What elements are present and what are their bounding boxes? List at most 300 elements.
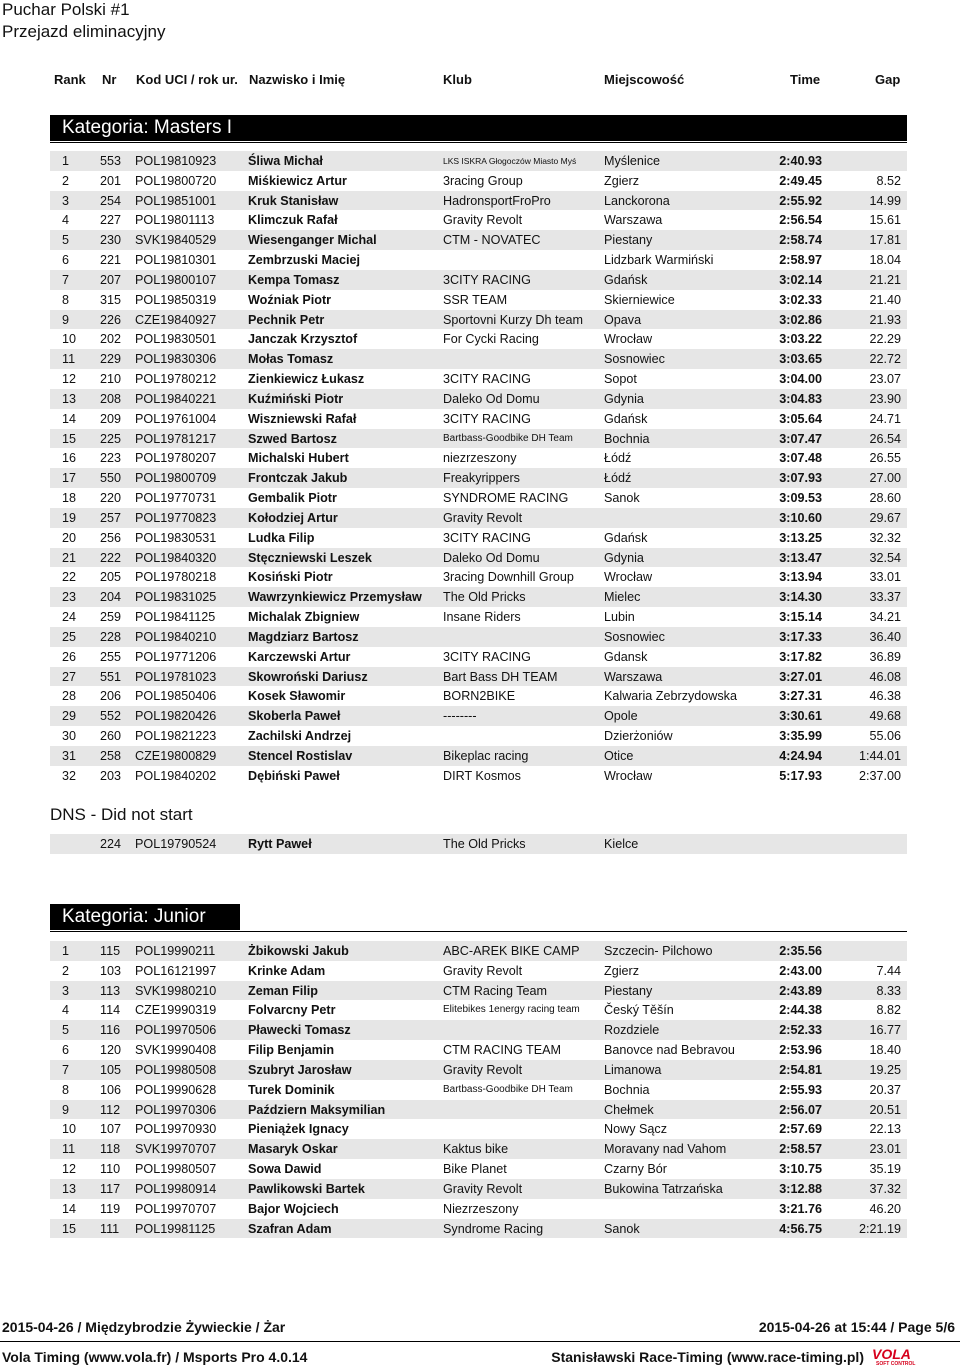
cell-name: Karczewski Artur <box>248 649 351 664</box>
svg-text:SOFT CONTROL: SOFT CONTROL <box>876 1361 916 1366</box>
cell-club: Bikeplac racing <box>443 748 529 763</box>
cell-uci: POL19830501 <box>135 332 217 347</box>
category-header-junior <box>50 904 240 930</box>
cell-nr: 204 <box>100 590 122 605</box>
cell-rank: 30 <box>62 729 77 744</box>
cell-gap: 18.40 <box>869 1043 901 1058</box>
table-row <box>50 1040 907 1060</box>
cell-name: Zembrzuski Maciej <box>248 253 360 268</box>
cell-nr: 202 <box>100 332 122 347</box>
cell-time: 3:02.86 <box>779 312 822 327</box>
cell-city: Chełmek <box>604 1102 654 1117</box>
cell-uci: SVK19840529 <box>135 233 217 248</box>
category-title: Kategoria: Masters I <box>62 117 233 138</box>
cell-nr: 208 <box>100 391 122 406</box>
table-row <box>50 587 907 607</box>
cell-club: BORN2BIKE <box>443 689 516 704</box>
cell-club: Elitebikes 1energy racing team <box>443 1004 580 1016</box>
cell-city: Opole <box>604 709 638 724</box>
cell-rank: 10 <box>62 1122 77 1137</box>
cell-nr: 257 <box>100 510 122 525</box>
cell-name: Pawlikowski Bartek <box>248 1181 365 1196</box>
cell-gap: 17.81 <box>869 233 901 248</box>
cell-city: Warszawa <box>604 669 663 684</box>
cell-uci: POL19761004 <box>135 411 217 426</box>
table-row <box>50 1199 907 1219</box>
cell-nr: 222 <box>100 550 122 565</box>
cell-rank: 27 <box>62 669 77 684</box>
cell-nr: 119 <box>100 1201 121 1216</box>
cell-nr: 551 <box>100 669 122 684</box>
cell-club: 3CITY RACING <box>443 272 531 287</box>
cell-nr: 552 <box>100 709 122 724</box>
cell-rank: 28 <box>62 689 77 704</box>
cell-rank: 7 <box>62 272 70 287</box>
cell-nr: 259 <box>100 610 122 625</box>
table-row <box>50 1219 907 1239</box>
table-row <box>50 1000 907 1020</box>
cell-uci: POL19810923 <box>135 154 217 168</box>
table-row <box>50 667 907 687</box>
cell-city: Limanowa <box>604 1062 662 1077</box>
cell-rank: 24 <box>62 610 77 625</box>
cell-name: Skoberla Paweł <box>248 709 341 724</box>
cell-uci: POL19851001 <box>135 193 217 208</box>
cell-name: Zachilski Andrzej <box>248 729 352 744</box>
table-row <box>50 508 907 528</box>
cell-rank: 17 <box>62 471 77 486</box>
cell-nr: 203 <box>100 768 122 783</box>
cell-name: Frontczak Jakub <box>248 471 348 486</box>
cell-nr: 315 <box>100 292 122 307</box>
cell-time: 3:13.47 <box>779 550 822 565</box>
cell-club: Bart Bass DH TEAM <box>443 669 558 684</box>
cell-name: Październ Maksymilian <box>248 1102 386 1117</box>
table-row <box>50 349 907 369</box>
cell-club: The Old Pricks <box>443 837 526 851</box>
cell-rank: 15 <box>62 1221 77 1236</box>
cell-uci: POL19980508 <box>135 1062 217 1077</box>
table-row <box>50 1139 907 1159</box>
cell-gap: 26.54 <box>869 431 901 446</box>
cell-uci: POL19781217 <box>135 431 217 446</box>
page-subtitle: Przejazd eliminacyjny <box>2 22 166 41</box>
cell-nr: 207 <box>100 272 122 287</box>
cell-uci: POL19970930 <box>135 1122 217 1137</box>
cell-city: Moravany nad Vahom <box>604 1142 727 1157</box>
cell-club: CTM RACING TEAM <box>443 1043 562 1058</box>
cell-nr: 106 <box>100 1082 122 1097</box>
cell-uci: POL19980914 <box>135 1181 217 1196</box>
cell-nr: 210 <box>100 372 122 387</box>
table-row <box>50 429 907 449</box>
cell-name: Pławecki Tomasz <box>248 1023 351 1038</box>
cell-name: Pechnik Petr <box>248 312 325 327</box>
cell-rank: 11 <box>62 352 76 367</box>
cell-uci: CZE19990319 <box>135 1003 217 1018</box>
cell-city: Gdynia <box>604 550 644 565</box>
cell-name: Magdziarz Bartosz <box>248 629 359 644</box>
cell-club: Daleko Od Domu <box>443 550 540 565</box>
cell-rank: 13 <box>62 391 77 406</box>
cell-nr: 221 <box>100 253 122 268</box>
cell-gap: 32.32 <box>869 530 901 545</box>
cell-uci: SVK19990408 <box>135 1043 217 1058</box>
cell-name: Kuźmiński Piotr <box>248 391 344 406</box>
cell-club: Bike Planet <box>443 1162 507 1177</box>
cell-name: Szubryt Jarosław <box>248 1062 352 1077</box>
cell-uci: POL19970306 <box>135 1102 217 1117</box>
footer-printed: 2015-04-26 at 15:44 / Page 5/6 <box>758 1319 955 1335</box>
cell-club: Gravity Revolt <box>443 510 523 525</box>
cell-uci: SVK19980210 <box>135 983 217 998</box>
cell-rank: 7 <box>62 1062 70 1077</box>
table-row <box>50 151 907 171</box>
svg-text:VOLA: VOLA <box>872 1346 911 1362</box>
cell-time: 2:49.45 <box>779 173 822 188</box>
table-row <box>50 1100 907 1120</box>
cell-time: 3:09.53 <box>779 491 822 506</box>
cell-rank: 14 <box>62 1201 77 1216</box>
cell-city: Piestany <box>604 983 653 998</box>
cell-gap: 23.07 <box>869 372 901 387</box>
cell-city: Gdańsk <box>604 530 648 545</box>
cell-time: 2:57.69 <box>779 1122 822 1137</box>
cell-city: Rozdziele <box>604 1023 660 1038</box>
cell-rank: 16 <box>62 451 77 466</box>
cell-name: Wawrzynkiewicz Przemysław <box>248 590 422 605</box>
cell-time: 2:55.92 <box>779 193 822 208</box>
cell-name: Janczak Krzysztof <box>248 332 358 347</box>
cell-gap: 22.72 <box>869 352 901 367</box>
cell-time: 2:58.97 <box>779 253 822 268</box>
cell-name: Woźniak Piotr <box>248 292 332 307</box>
cell-nr: 107 <box>100 1122 122 1137</box>
cell-gap: 21.93 <box>869 312 901 327</box>
cell-gap: 49.68 <box>869 709 901 724</box>
cell-uci: POL19830306 <box>135 352 217 367</box>
table-row <box>50 448 907 468</box>
cell-name: Pieniążek Ignacy <box>248 1122 349 1137</box>
cell-time: 3:02.14 <box>779 272 822 287</box>
cell-rank: 4 <box>62 213 70 228</box>
cell-nr: 206 <box>100 689 122 704</box>
cell-gap: 20.37 <box>869 1082 901 1097</box>
cell-nr: 111 <box>100 1221 120 1236</box>
cell-club: Kaktus bike <box>443 1142 509 1157</box>
cell-uci: POL19771206 <box>135 649 217 664</box>
cell-city: Bukowina Tatrzańska <box>604 1181 723 1196</box>
cell-nr: 112 <box>100 1102 121 1117</box>
cell-gap: 55.06 <box>869 729 901 744</box>
cell-rank: 31 <box>62 748 77 763</box>
cell-uci: POL19790524 <box>135 837 217 851</box>
cell-gap: 46.20 <box>869 1201 901 1216</box>
cell-name: Stęczniewski Leszek <box>248 550 372 565</box>
footer-divider <box>0 1341 960 1342</box>
cell-name: Kosiński Piotr <box>248 570 333 585</box>
dns-title: DNS - Did not start <box>50 805 193 824</box>
col-nr: Nr <box>102 72 117 87</box>
cell-city: Gdańsk <box>604 411 648 426</box>
cell-nr: 255 <box>100 649 122 664</box>
dns-table <box>50 834 907 854</box>
page-title: Puchar Polski #1 <box>2 0 130 19</box>
cell-gap: 2:21.19 <box>858 1221 901 1236</box>
cell-gap: 27.00 <box>869 471 901 486</box>
cell-rank: 5 <box>62 1023 70 1038</box>
cell-gap: 29.67 <box>869 510 901 525</box>
table-row <box>50 488 907 508</box>
table-row <box>50 191 907 211</box>
cell-name: Kruk Stanisław <box>248 193 339 208</box>
cell-gap: 46.38 <box>869 689 901 704</box>
cell-club: SYNDROME RACING <box>443 491 569 506</box>
cell-time: 2:56.54 <box>779 213 822 228</box>
footer-timing: Stanisławski Race-Timing (www.race-timing.pl) <box>551 1349 864 1365</box>
cell-club: Gravity Revolt <box>443 1181 523 1196</box>
cell-city: Bochnia <box>604 1082 650 1097</box>
column-header-row <box>0 72 960 90</box>
cell-uci: POL19780212 <box>135 372 217 387</box>
cell-city: Sanok <box>604 491 640 506</box>
cell-nr: 115 <box>100 944 121 958</box>
cell-time: 3:04.00 <box>779 372 822 387</box>
cell-club: -------- <box>443 709 477 724</box>
cell-city: Sanok <box>604 1221 640 1236</box>
cell-time: 3:03.22 <box>779 332 822 347</box>
cell-city: Gdynia <box>604 391 644 406</box>
cell-city: Gdańsk <box>604 272 648 287</box>
cell-gap: 2:37.00 <box>858 768 901 783</box>
footer-event: 2015-04-26 / Międzybrodzie Żywieckie / Żar <box>2 1319 286 1335</box>
cell-uci: CZE19840927 <box>135 312 217 327</box>
cell-nr: 224 <box>100 837 122 851</box>
table-row <box>50 270 907 290</box>
cell-uci: POL19990628 <box>135 1082 217 1097</box>
cell-name: Skowroński Dariusz <box>248 669 368 684</box>
cell-gap: 18.04 <box>869 253 901 268</box>
cell-nr: 228 <box>100 629 122 644</box>
cell-city: Piestany <box>604 233 653 248</box>
table-row <box>50 290 907 310</box>
cell-nr: 226 <box>100 312 122 327</box>
cell-rank: 8 <box>62 1082 70 1097</box>
cell-uci: POL19841125 <box>135 610 216 625</box>
results-table-masters <box>50 151 907 786</box>
cell-uci: POL19821223 <box>135 729 217 744</box>
cell-nr: 550 <box>100 471 122 486</box>
cell-uci: POL19981125 <box>135 1221 216 1236</box>
cell-city: Czarny Bór <box>604 1162 667 1177</box>
col-rank: Rank <box>54 72 86 87</box>
cell-city: Otice <box>604 748 634 763</box>
table-row <box>50 1159 907 1179</box>
cell-rank: 12 <box>62 372 77 387</box>
cell-nr: 260 <box>100 729 122 744</box>
cell-club: Freakyrippers <box>443 471 520 486</box>
cell-gap: 16.77 <box>869 1023 901 1038</box>
cell-name: Kołodziej Artur <box>248 510 338 525</box>
cell-city: Sosnowiec <box>604 352 665 367</box>
cell-time: 3:35.99 <box>779 729 822 744</box>
cell-uci: POL19800107 <box>135 272 217 287</box>
cell-club: ABC-AREK BIKE CAMP <box>443 944 580 958</box>
cell-name: Kempa Tomasz <box>248 272 340 287</box>
cell-time: 3:07.48 <box>779 451 822 466</box>
col-club: Klub <box>443 72 472 87</box>
cell-club: Gravity Revolt <box>443 1062 523 1077</box>
cell-nr: 229 <box>100 352 122 367</box>
cell-club: 3CITY RACING <box>443 372 531 387</box>
col-uci: Kod UCI / rok ur. <box>136 72 238 87</box>
cell-uci: POL19840320 <box>135 550 217 565</box>
cell-time: 2:58.57 <box>779 1142 822 1157</box>
cell-time: 2:55.93 <box>779 1082 822 1097</box>
cell-club: DIRT Kosmos <box>443 768 521 783</box>
cell-name: Stencel Rostislav <box>248 748 353 763</box>
cell-city: Myślenice <box>604 154 660 168</box>
table-row <box>50 834 907 854</box>
table-row <box>50 250 907 270</box>
cell-rank: 6 <box>62 1043 70 1058</box>
cell-nr: 254 <box>100 193 122 208</box>
cell-time: 3:10.60 <box>779 510 822 525</box>
cell-name: Śliwa Michał <box>248 154 323 168</box>
table-row <box>50 941 907 961</box>
cell-nr: 113 <box>100 983 121 998</box>
cell-city: Warszawa <box>604 213 663 228</box>
cell-club: HadronsportFroPro <box>443 193 551 208</box>
table-row <box>50 1060 907 1080</box>
cell-rank: 4 <box>62 1003 70 1018</box>
table-row <box>50 369 907 389</box>
cell-club: Daleko Od Domu <box>443 391 540 406</box>
cell-time: 3:12.88 <box>779 1181 822 1196</box>
table-row <box>50 726 907 746</box>
cell-gap: 7.44 <box>876 963 901 978</box>
cell-name: Wiesenganger Michal <box>248 233 377 248</box>
table-row <box>50 567 907 587</box>
cell-uci: POL19831025 <box>135 590 217 605</box>
table-row <box>50 766 907 786</box>
cell-time: 3:13.25 <box>779 530 822 545</box>
cell-city: Mielec <box>604 590 641 605</box>
cell-club: 3racing Group <box>443 173 523 188</box>
cell-nr: 105 <box>100 1062 122 1077</box>
cell-name: Miśkiewicz Artur <box>248 173 347 188</box>
cell-club: 3CITY RACING <box>443 411 531 426</box>
cell-rank: 11 <box>62 1142 76 1157</box>
divider <box>50 142 907 143</box>
vola-logo <box>870 1346 956 1366</box>
cell-time: 3:13.94 <box>779 570 822 585</box>
table-row <box>50 171 907 191</box>
cell-uci: POL19830531 <box>135 530 217 545</box>
cell-time: 3:27.01 <box>779 669 822 684</box>
cell-rank: 12 <box>62 1162 77 1177</box>
cell-nr: 201 <box>100 173 122 188</box>
cell-time: 2:43.00 <box>779 963 822 978</box>
cell-time: 3:14.30 <box>779 590 822 605</box>
cell-uci: POL19770731 <box>135 491 217 506</box>
cell-rank: 8 <box>62 292 70 307</box>
table-row <box>50 468 907 488</box>
cell-gap: 22.13 <box>869 1122 901 1137</box>
cell-name: Filip Benjamin <box>248 1043 335 1058</box>
cell-club: 3racing Downhill Group <box>443 570 574 585</box>
cell-uci: POL19990211 <box>135 944 216 958</box>
table-row <box>50 961 907 981</box>
cell-uci: POL19800720 <box>135 173 217 188</box>
cell-rank: 18 <box>62 491 77 506</box>
cell-name: Krinke Adam <box>248 963 326 978</box>
cell-uci: POL19781023 <box>135 669 217 684</box>
cell-club: Syndrome Racing <box>443 1221 544 1236</box>
cell-nr: 209 <box>100 411 122 426</box>
cell-name: Gembalik Piotr <box>248 491 337 506</box>
cell-time: 3:05.64 <box>779 411 822 426</box>
cell-city: Lidzbark Warmiński <box>604 253 714 268</box>
cell-city: Dzierżoniów <box>604 729 673 744</box>
table-row <box>50 981 907 1001</box>
cell-rank: 26 <box>62 649 77 664</box>
cell-rank: 29 <box>62 709 77 724</box>
cell-city: Skierniewice <box>604 292 675 307</box>
cell-rank: 20 <box>62 530 77 545</box>
cell-city: Wrocław <box>604 768 653 783</box>
table-row <box>50 1179 907 1199</box>
cell-rank: 1 <box>62 154 70 168</box>
results-table-junior <box>50 941 907 1238</box>
cell-time: 3:02.33 <box>779 292 822 307</box>
cell-time: 3:27.31 <box>779 689 822 704</box>
cell-uci: POL19780218 <box>135 570 217 585</box>
cell-rank: 3 <box>62 193 70 208</box>
cell-gap: 37.32 <box>869 1181 901 1196</box>
cell-name: Zienkiewicz Łukasz <box>248 372 365 387</box>
cell-club: Bartbass-Goodbike DH Team <box>443 1083 573 1095</box>
cell-gap: 15.61 <box>869 213 901 228</box>
cell-rank: 19 <box>62 510 77 525</box>
cell-club: The Old Pricks <box>443 590 526 605</box>
cell-city: Banovce nad Bebravou <box>604 1043 735 1058</box>
cell-rank: 15 <box>62 431 77 446</box>
cell-time: 3:17.33 <box>779 629 822 644</box>
category-header-masters <box>50 115 907 141</box>
cell-club: CTM Racing Team <box>443 983 548 998</box>
cell-gap: 8.82 <box>876 1003 901 1018</box>
col-city: Miejscowość <box>604 72 685 87</box>
cell-gap: 46.08 <box>869 669 901 684</box>
cell-name: Michalski Hubert <box>248 451 349 466</box>
cell-name: Klimczuk Rafał <box>248 213 338 228</box>
cell-gap: 32.54 <box>869 550 901 565</box>
table-row <box>50 1119 907 1139</box>
cell-uci: POL19850319 <box>135 292 217 307</box>
cell-city: Kielce <box>604 837 639 851</box>
cell-uci: POL19840210 <box>135 629 217 644</box>
cell-time: 3:15.14 <box>779 610 822 625</box>
cell-name: Michalak Zbigniew <box>248 610 360 625</box>
cell-club: Gravity Revolt <box>443 963 523 978</box>
cell-club: Insane Riders <box>443 610 521 625</box>
cell-city: Lubin <box>604 610 635 625</box>
table-row <box>50 746 907 766</box>
cell-rank: 5 <box>62 233 70 248</box>
cell-name: Kosek Sławomir <box>248 689 346 704</box>
cell-nr: 103 <box>100 963 122 978</box>
